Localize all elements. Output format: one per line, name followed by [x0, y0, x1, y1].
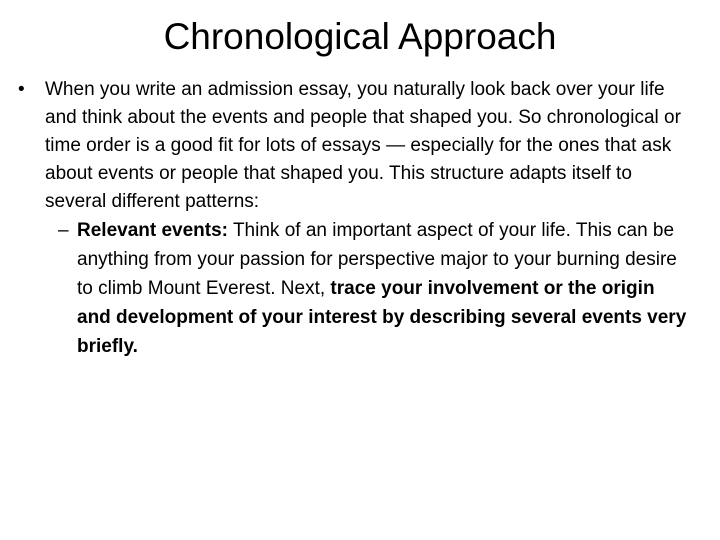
sub-bullet-lead: Relevant events:: [77, 220, 229, 241]
slide-title: Chronological Approach: [163, 16, 557, 57]
sub-bullet-text: Think of an important aspect of your life. This can be anything from your passion for perspective major to your burning desire to climb Mount Everest. Next,: [77, 220, 677, 299]
bullet-marker: •: [18, 79, 25, 100]
sub-bullet-item-relevant-events: [58, 216, 688, 361]
slide-body: [18, 76, 688, 361]
bullet-item-intro: [18, 76, 688, 216]
sub-bullet-emphasis: trace your involvement or the origin and development of your interest by describing several events very briefly.: [77, 278, 687, 357]
bullet-text: When you write an admission essay, you naturally look back over your life and think about the events and people that shaped you. So chronological or time order is a good fit for lots of essays — especially for the ones that ask about events or people that shaped you. This structure adapts itself to several different patterns:: [45, 79, 681, 212]
sub-bullet-marker: –: [58, 220, 69, 241]
